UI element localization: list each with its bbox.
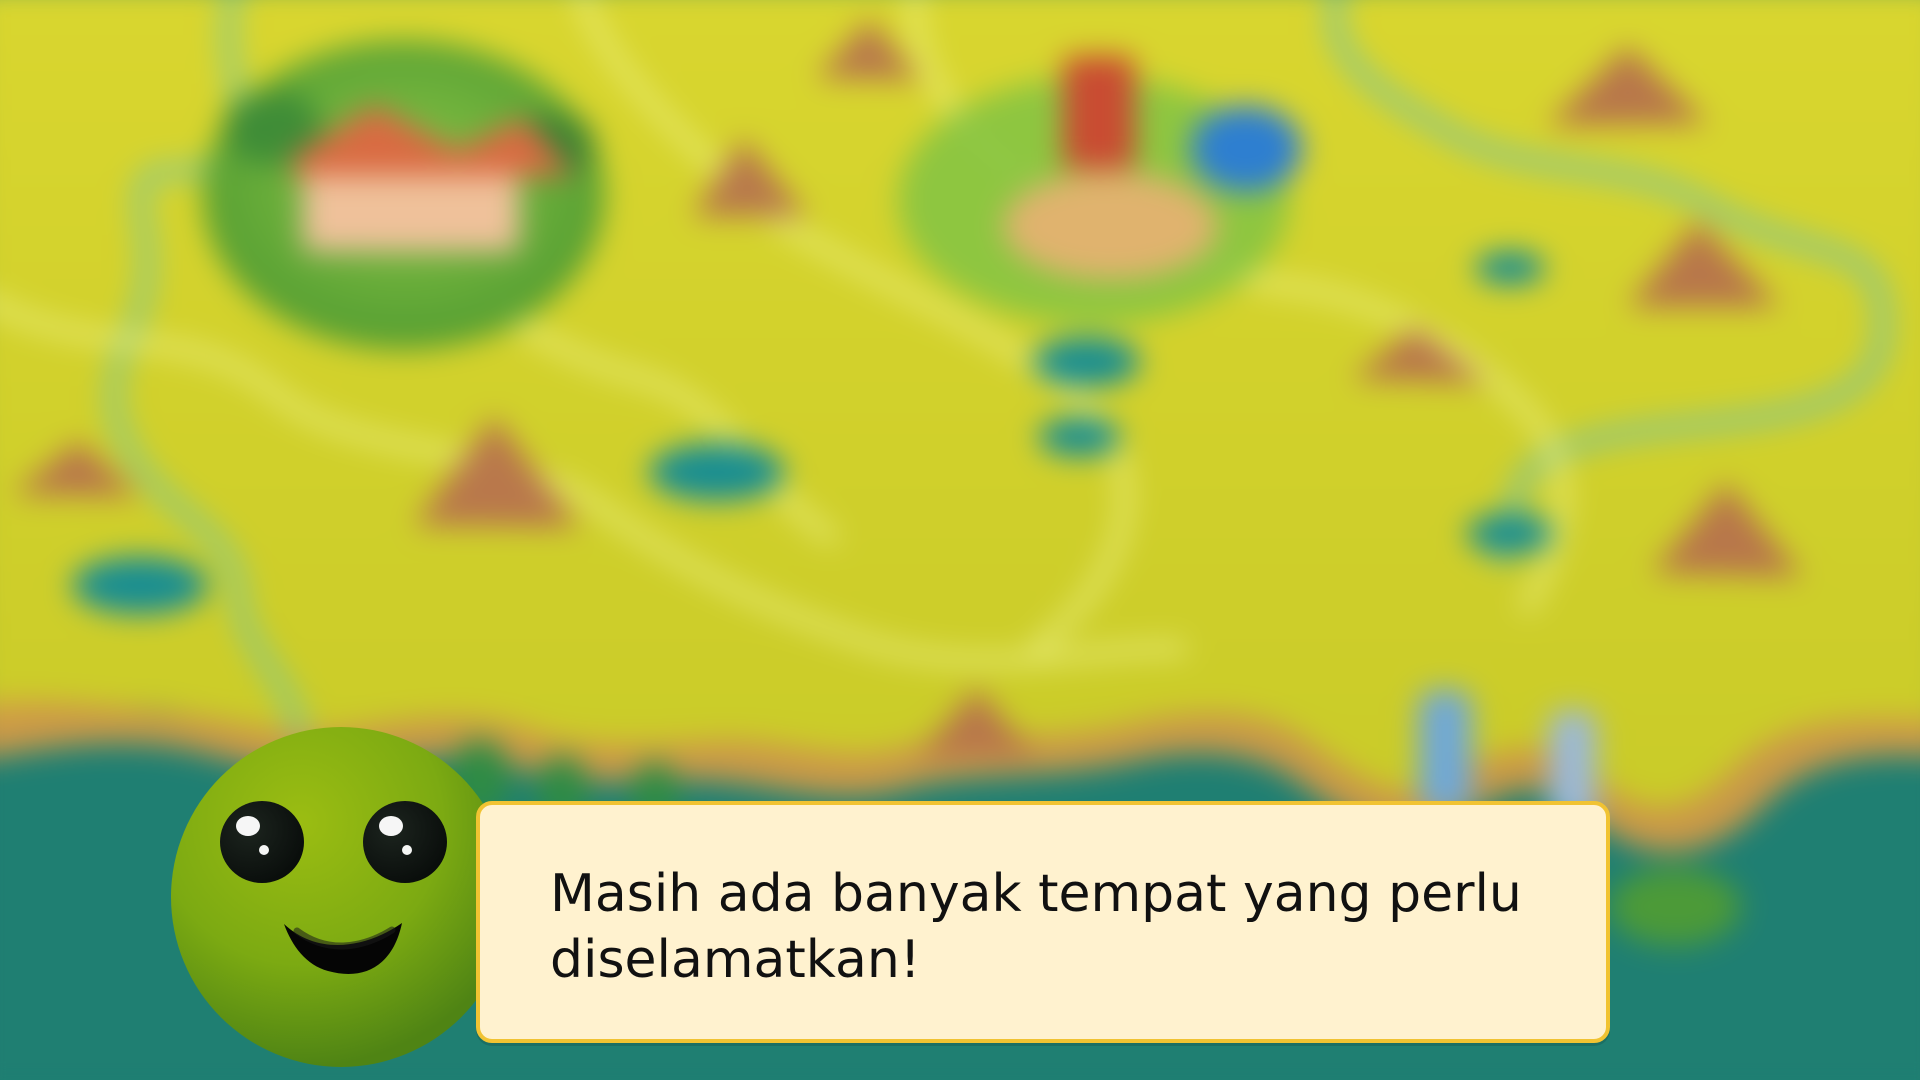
right-eye-highlight-icon [379,816,403,836]
smiling-face-icon [168,724,514,1070]
right-eye-small-highlight-icon [402,845,412,855]
dialogue-box [476,801,1610,1043]
left-eye-highlight-icon [236,816,260,836]
left-eye-small-highlight-icon [259,845,269,855]
blue-tent [1191,105,1302,192]
pond [1033,337,1140,386]
dialogue-text: Masih ada banyak tempat yang perlu diselamatkan! [550,864,1522,990]
left-eye-icon [220,801,304,883]
pond [72,556,208,614]
pond [1467,513,1554,554]
pond [1475,252,1545,285]
pond [1038,417,1120,456]
playground-tower [1063,56,1135,169]
mascot-character [168,724,514,1070]
pond [649,443,785,501]
mascot-body [171,727,511,1067]
right-eye-icon [363,801,447,883]
playground-sand [1003,172,1217,279]
